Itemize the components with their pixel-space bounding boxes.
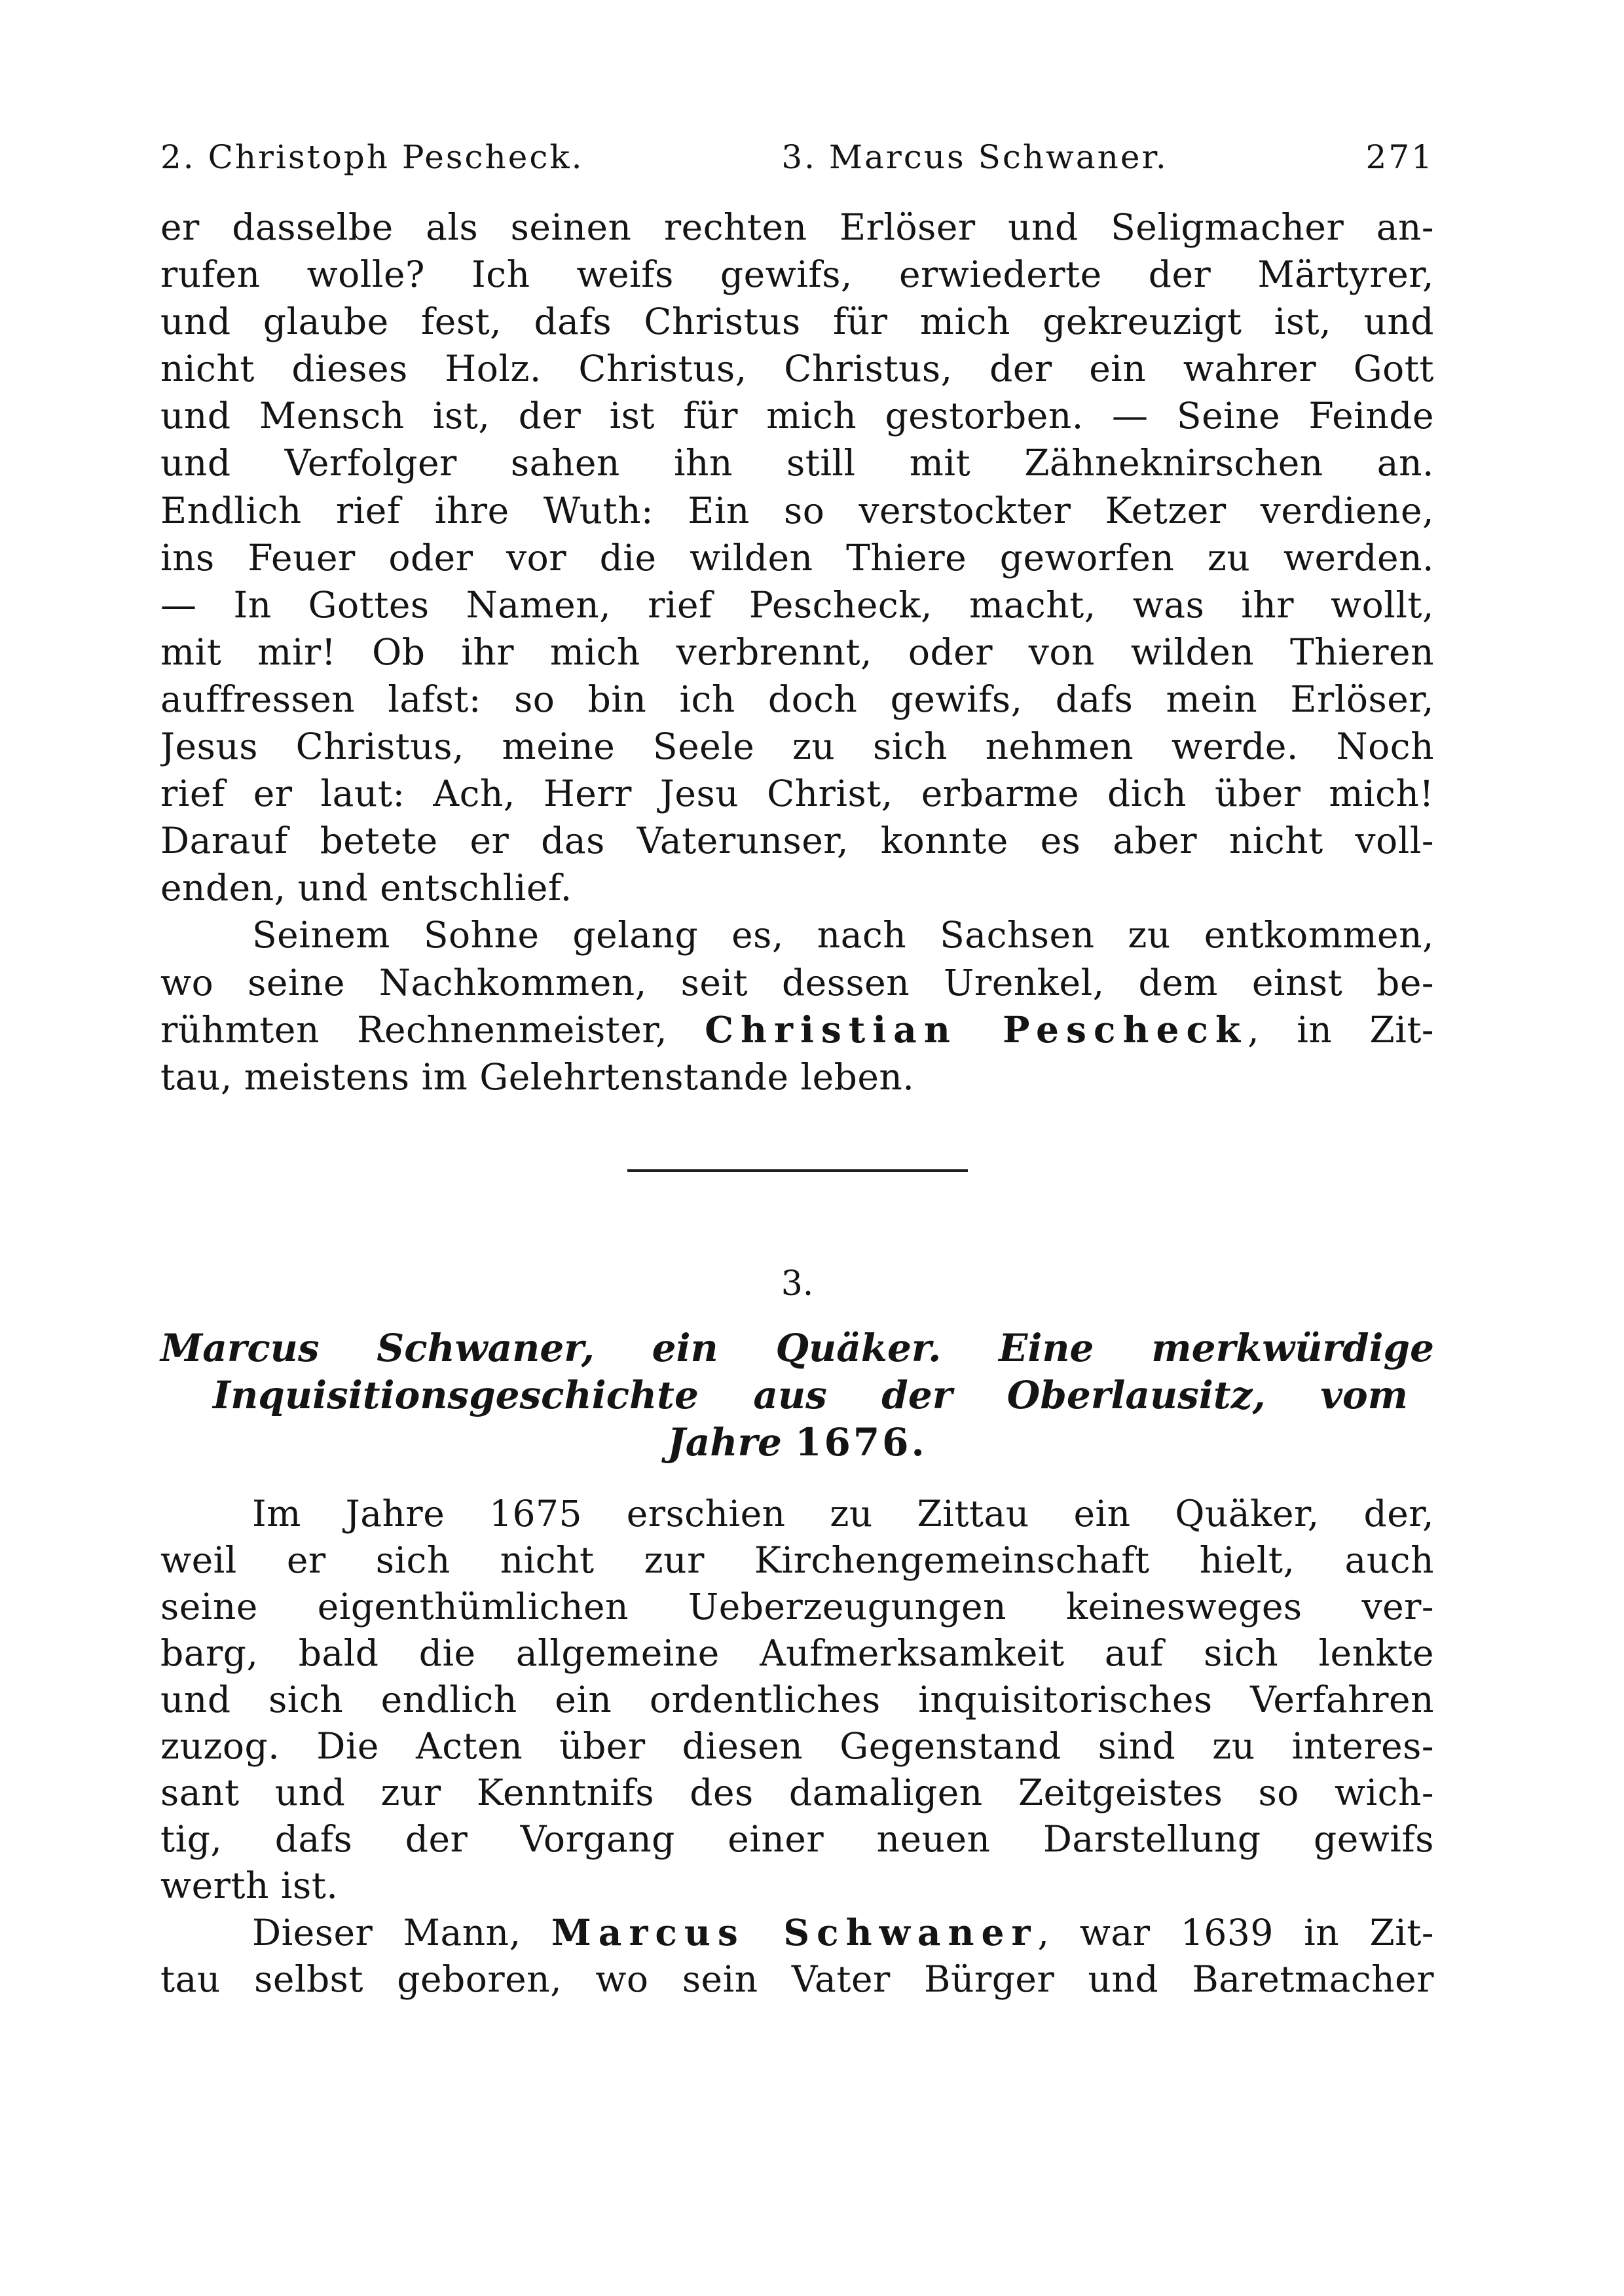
text-line: er dasselbe als seinen rechten Erlöser und Seligmacher an-: [160, 206, 1434, 248]
text-line: ins Feuer oder vor die wilden Thiere geworfen zu werden.: [160, 536, 1434, 579]
text-fragment: , war 1639 in Zit-: [1037, 1911, 1434, 1954]
text-line: Darauf betete er das Vaterunser, konnte es aber nicht voll-: [160, 820, 1434, 862]
text-line: [160, 1909, 1434, 1956]
text-line: Jesus Christus, meine Seele zu sich nehmen werde. Noch: [160, 725, 1434, 768]
text-fragment: Dieser Mann,: [252, 1911, 521, 1954]
section-title-line: Inquisitionsgeschichte aus der Oberlausitz, vom: [213, 1372, 1408, 1417]
text-line: und Mensch ist, der ist für mich gestorben. — Seine Feinde: [160, 395, 1434, 437]
section-title-year: 1676.: [795, 1419, 927, 1465]
section-number: 3.: [781, 1264, 814, 1303]
text-line: Seinem Sohne gelang es, nach Sachsen zu entkommen,: [252, 914, 1434, 957]
text-line: zuzog. Die Acten über diesen Gegenstand sind zu interes-: [160, 1724, 1434, 1767]
text-line: nicht dieses Holz. Christus, Christus, der ein wahrer Gott: [160, 348, 1434, 390]
text-line: mit mir! Ob ihr mich verbrennt, oder von wilden Thieren: [160, 630, 1434, 673]
paragraph-schwaner-intro: [160, 1491, 1434, 2003]
text-fragment: , in Zit-: [1247, 1008, 1434, 1051]
section-title-line: Marcus Schwaner, ein Quäker. Eine merkwürdige: [160, 1325, 1434, 1370]
text-line: und Verfolger sahen ihn still mit Zähneknirschen an.: [160, 442, 1434, 484]
text-line: seine eigenthümlichen Ueberzeugungen keinesweges ver-: [160, 1585, 1434, 1628]
text-line: weil er sich nicht zur Kirchengemeinschaft hielt, auch: [160, 1539, 1434, 1581]
text-line: sant und zur Kenntnifs des damaligen Zeitgeistes so wich-: [160, 1771, 1434, 1813]
text-line: tau, meistens im Gelehrtenstande leben.: [160, 1055, 915, 1098]
person-name: Christian Pescheck: [705, 1008, 1248, 1051]
text-line: werth ist.: [160, 1864, 339, 1906]
page-number: 271: [1365, 138, 1434, 176]
section-divider: [627, 1169, 968, 1172]
text-line: Endlich rief ihre Wuth: Ein so verstockter Ketzer verdiene,: [160, 489, 1434, 532]
text-line: enden, und entschlief.: [160, 867, 572, 909]
text-line: und glaube fest, dafs Christus für mich gekreuzigt ist, und: [160, 301, 1434, 343]
text-line: rief er laut: Ach, Herr Jesu Christ, erbarme dich über mich!: [160, 773, 1434, 815]
text-line: barg, bald die allgemeine Aufmerksamkeit auf sich lenkte: [160, 1631, 1434, 1674]
book-page: [160, 138, 1434, 2003]
paragraph-pescheck-martyrdom: [160, 204, 1434, 1101]
text-line: auffressen lafst: so bin ich doch gewifs, dafs mein Erlöser,: [160, 678, 1434, 720]
text-line: tau selbst geboren, wo sein Vater Bürger und Baretmacher: [160, 1958, 1434, 2000]
section-title-line: [160, 1419, 1434, 1466]
text-fragment: rühmten Rechnenmeister,: [160, 1008, 668, 1051]
running-head-left: 2. Christoph Pescheck.: [160, 138, 584, 176]
running-head-middle: 3. Marcus Schwaner.: [781, 138, 1168, 176]
section-title: [160, 1324, 1434, 1466]
running-head: [160, 138, 1434, 180]
text-line: und sich endlich ein ordentliches inquisitorisches Verfahren: [160, 1678, 1434, 1721]
text-line: [160, 1006, 1434, 1053]
person-name: Marcus Schwaner: [551, 1910, 1038, 1954]
section-title-word: Jahre: [667, 1419, 782, 1465]
text-line: rufen wolle? Ich weifs gewifs, erwiederte der Märtyrer,: [160, 253, 1434, 296]
text-line: tig, dafs der Vorgang einer neuen Darstellung gewifs: [160, 1817, 1434, 1860]
text-line: wo seine Nachkommen, seit dessen Urenkel, dem einst be-: [160, 961, 1434, 1004]
text-line: — In Gottes Namen, rief Pescheck, macht, was ihr wollt,: [160, 583, 1434, 626]
text-line: Im Jahre 1675 erschien zu Zittau ein Quäker, der,: [252, 1492, 1434, 1535]
